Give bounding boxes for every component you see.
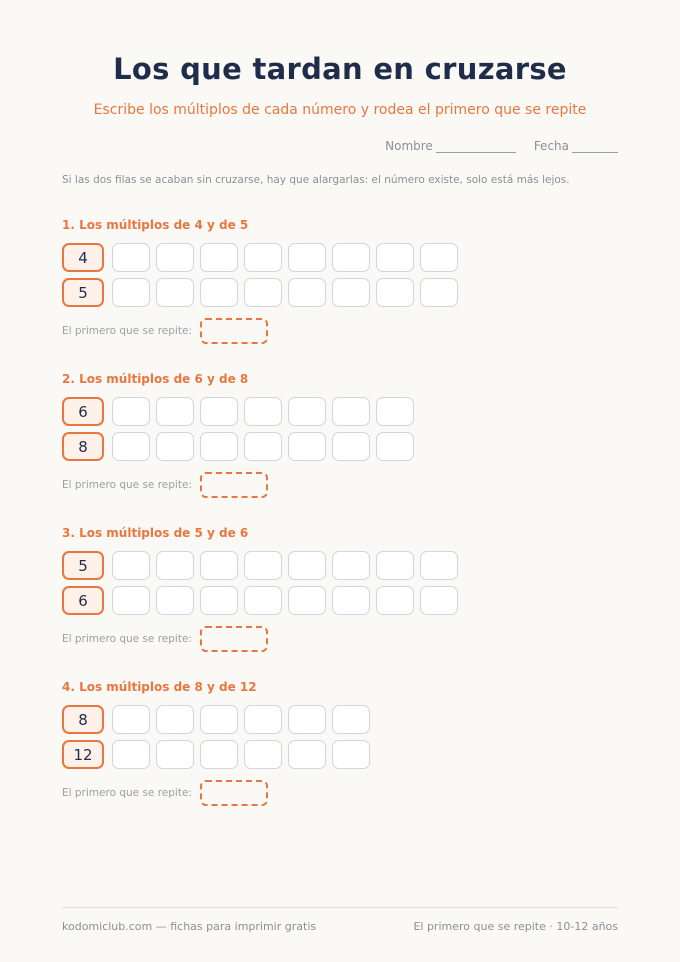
exercise-title: 1. Los múltiplos de 4 y de 5 [62,218,249,232]
exercise-2 [62,372,622,502]
multiple-blank-cell[interactable] [112,432,150,461]
base-number-cell: 4 [62,243,104,272]
multiples-row-b [62,740,370,769]
multiple-blank-cell[interactable] [288,432,326,461]
multiple-blank-cell[interactable] [244,397,282,426]
multiple-blank-cell[interactable] [420,278,458,307]
name-field[interactable] [436,141,516,153]
base-number-cell: 6 [62,397,104,426]
multiples-row-a [62,243,458,272]
multiples-row-a [62,397,414,426]
multiple-blank-cell[interactable] [200,397,238,426]
name-date-fields [385,139,618,153]
multiple-blank-cell[interactable] [420,551,458,580]
answer-label: El primero que se repite: [62,325,192,337]
answer-row [62,318,268,344]
multiple-blank-cell[interactable] [200,705,238,734]
footer-divider [62,907,618,908]
name-label: Nombre [385,139,433,153]
multiple-blank-cell[interactable] [200,551,238,580]
exercise-4 [62,680,622,810]
multiple-blank-cell[interactable] [112,740,150,769]
multiple-blank-cell[interactable] [288,278,326,307]
multiple-blank-cell[interactable] [200,586,238,615]
footer-topic: El primero que se repite · 10-12 años [413,920,618,933]
exercise-title: 4. Los múltiplos de 8 y de 12 [62,680,257,694]
multiple-blank-cell[interactable] [156,432,194,461]
multiple-blank-cell[interactable] [200,740,238,769]
multiple-blank-cell[interactable] [200,243,238,272]
multiple-blank-cell[interactable] [244,705,282,734]
base-number-cell: 5 [62,278,104,307]
multiple-blank-cell[interactable] [200,432,238,461]
multiple-blank-cell[interactable] [332,740,370,769]
multiple-blank-cell[interactable] [156,243,194,272]
multiple-blank-cell[interactable] [376,586,414,615]
answer-box[interactable] [200,472,268,498]
multiples-row-a [62,551,458,580]
answer-box[interactable] [200,318,268,344]
multiple-blank-cell[interactable] [376,278,414,307]
multiple-blank-cell[interactable] [332,551,370,580]
multiple-blank-cell[interactable] [112,586,150,615]
multiple-blank-cell[interactable] [332,432,370,461]
multiple-blank-cell[interactable] [112,551,150,580]
multiple-blank-cell[interactable] [288,243,326,272]
multiple-blank-cell[interactable] [376,243,414,272]
page-subtitle: Escribe los múltiplos de cada número y rodea el primero que se repite [93,102,587,118]
multiple-blank-cell[interactable] [112,397,150,426]
base-number-cell: 5 [62,551,104,580]
base-number-cell: 6 [62,586,104,615]
base-number-cell: 8 [62,705,104,734]
multiple-blank-cell[interactable] [156,705,194,734]
date-field[interactable] [572,141,618,153]
multiple-blank-cell[interactable] [112,705,150,734]
multiples-row-a [62,705,370,734]
answer-label: El primero que se repite: [62,479,192,491]
multiple-blank-cell[interactable] [420,243,458,272]
multiple-blank-cell[interactable] [332,278,370,307]
multiple-blank-cell[interactable] [376,432,414,461]
multiples-row-b [62,586,458,615]
multiple-blank-cell[interactable] [288,586,326,615]
multiple-blank-cell[interactable] [332,586,370,615]
multiple-blank-cell[interactable] [244,278,282,307]
multiple-blank-cell[interactable] [288,551,326,580]
exercise-1 [62,218,622,348]
multiple-blank-cell[interactable] [288,740,326,769]
multiples-row-b [62,432,414,461]
base-number-cell: 12 [62,740,104,769]
exercise-title: 3. Los múltiplos de 5 y de 6 [62,526,249,540]
footer-site: kodomiclub.com — fichas para imprimir gratis [62,920,317,933]
multiple-blank-cell[interactable] [288,705,326,734]
multiple-blank-cell[interactable] [288,397,326,426]
answer-label: El primero que se repite: [62,633,192,645]
multiple-blank-cell[interactable] [156,740,194,769]
multiple-blank-cell[interactable] [156,586,194,615]
base-number-cell: 8 [62,432,104,461]
page-title: Los que tardan en cruzarse [113,52,567,86]
multiple-blank-cell[interactable] [244,432,282,461]
multiple-blank-cell[interactable] [376,397,414,426]
multiple-blank-cell[interactable] [244,740,282,769]
answer-row [62,472,268,498]
instructions-note: Si las dos filas se acaban sin cruzarse, hay que alargarlas: el número existe, solo está más lejos. [62,174,570,186]
multiple-blank-cell[interactable] [156,278,194,307]
multiple-blank-cell[interactable] [244,551,282,580]
multiple-blank-cell[interactable] [156,551,194,580]
answer-label: El primero que se repite: [62,787,192,799]
exercise-3 [62,526,622,656]
multiple-blank-cell[interactable] [112,278,150,307]
multiples-row-b [62,278,458,307]
multiple-blank-cell[interactable] [420,586,458,615]
multiple-blank-cell[interactable] [332,243,370,272]
multiple-blank-cell[interactable] [244,243,282,272]
answer-row [62,780,268,806]
multiple-blank-cell[interactable] [156,397,194,426]
multiple-blank-cell[interactable] [244,586,282,615]
date-label: Fecha [533,139,569,153]
multiple-blank-cell[interactable] [332,705,370,734]
multiple-blank-cell[interactable] [332,397,370,426]
multiple-blank-cell[interactable] [112,243,150,272]
multiple-blank-cell[interactable] [376,551,414,580]
exercise-title: 2. Los múltiplos de 6 y de 8 [62,372,249,386]
answer-row [62,626,268,652]
answer-box[interactable] [200,780,268,806]
answer-box[interactable] [200,626,268,652]
multiple-blank-cell[interactable] [200,278,238,307]
